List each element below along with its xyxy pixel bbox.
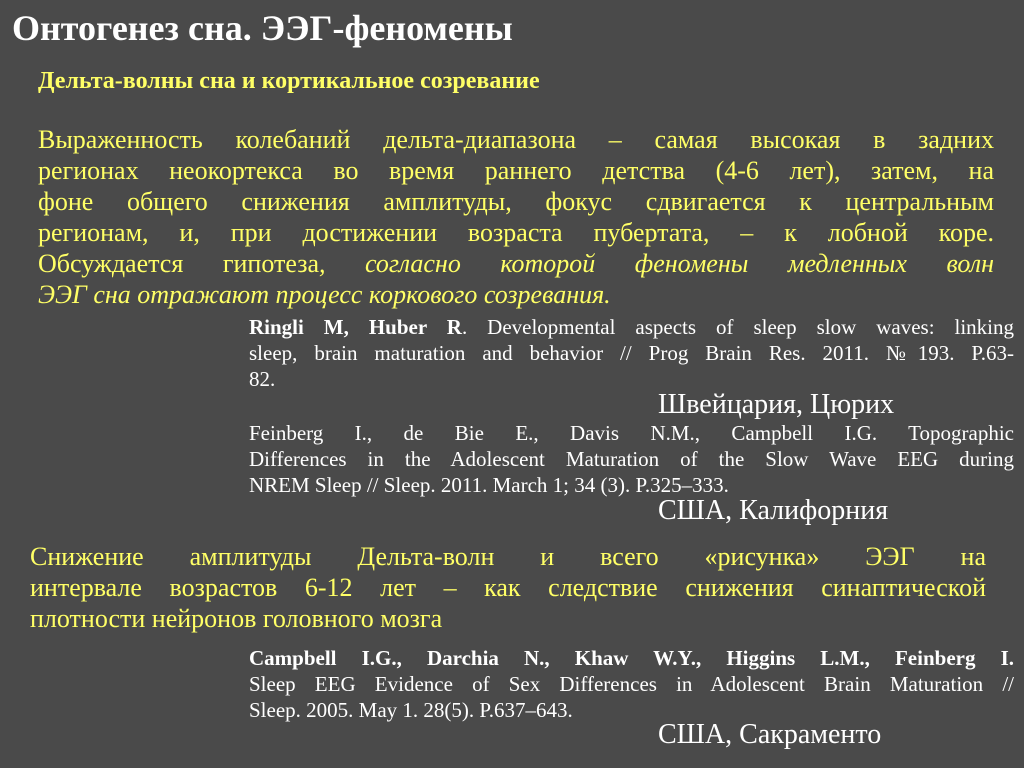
paragraph-line: регионах неокортекса во время раннего детства (4-6 лет), затем, на (38, 156, 994, 185)
reference-authors: Campbell I.G., Darchia N., Khaw W.Y., Higgins L.M., Feinberg I. (249, 646, 1014, 670)
reference-line: NREM Sleep // Sleep. 2011. March 1; 34 (3). P.325–333. (249, 473, 729, 497)
hypothesis-text-end: ЭЭГ сна отражают процесс коркового созревания. (38, 280, 611, 309)
reference-ringli (249, 314, 1014, 392)
reference-authors: Ringli M, Huber R (249, 315, 462, 339)
location-switzerland: Швейцария, Цюрих (658, 389, 895, 420)
paragraph-amplitude-decrease (30, 541, 986, 634)
reference-campbell (249, 645, 1014, 723)
reference-line: Sleep. 2005. May 1. 28(5). P.637–643. (249, 698, 573, 722)
reference-line: 82. (249, 367, 276, 391)
location-sacramento: США, Сакраменто (658, 719, 882, 750)
paragraph-line: интервале возрастов 6-12 лет – как следствие снижения синаптической (30, 573, 986, 602)
paragraph-line: плотности нейронов головного мозга (30, 604, 443, 633)
paragraph-delta-maturation (38, 124, 994, 310)
hypothesis-lead: Обсуждается гипотеза (38, 249, 320, 278)
paragraph-line: Снижение амплитуды Дельта-волн и всего «рисунка» ЭЭГ на (30, 542, 986, 571)
reference-feinberg (249, 420, 1014, 498)
slide-subtitle: Дельта-волны сна и кортикальное созревание (38, 68, 540, 94)
reference-line: Differences in the Adolescent Maturation of the Slow Wave EEG during (249, 447, 1014, 471)
reference-title: . Developmental aspects of sleep slow waves: linking (461, 315, 1014, 339)
hypothesis-text: , согласно которой феномены медленных волн (319, 249, 995, 278)
paragraph-line-hypothesis (38, 248, 994, 279)
reference-line: Sleep EEG Evidence of Sex Differences in Adolescent Brain Maturation // (249, 672, 1014, 696)
reference-line: sleep, brain maturation and behavior // Prog Brain Res. 2011. №193. P.63- (249, 341, 1014, 365)
paragraph-line: регионам, и, при достижении возраста пубертата, – к лобной коре. (38, 218, 994, 247)
reference-line (249, 314, 1014, 340)
reference-line: Feinberg I., de Bie E., Davis N.M., Campbell I.G. Topographic (249, 421, 1014, 445)
paragraph-line: фоне общего снижения амплитуды, фокус сдвигается к центральным (38, 187, 994, 216)
paragraph-line: Выраженность колебаний дельта-диапазона – самая высокая в задних (38, 125, 994, 154)
slide-title: Онтогенез сна. ЭЭГ-феномены (12, 8, 513, 48)
location-california: США, Калифорния (658, 495, 889, 526)
